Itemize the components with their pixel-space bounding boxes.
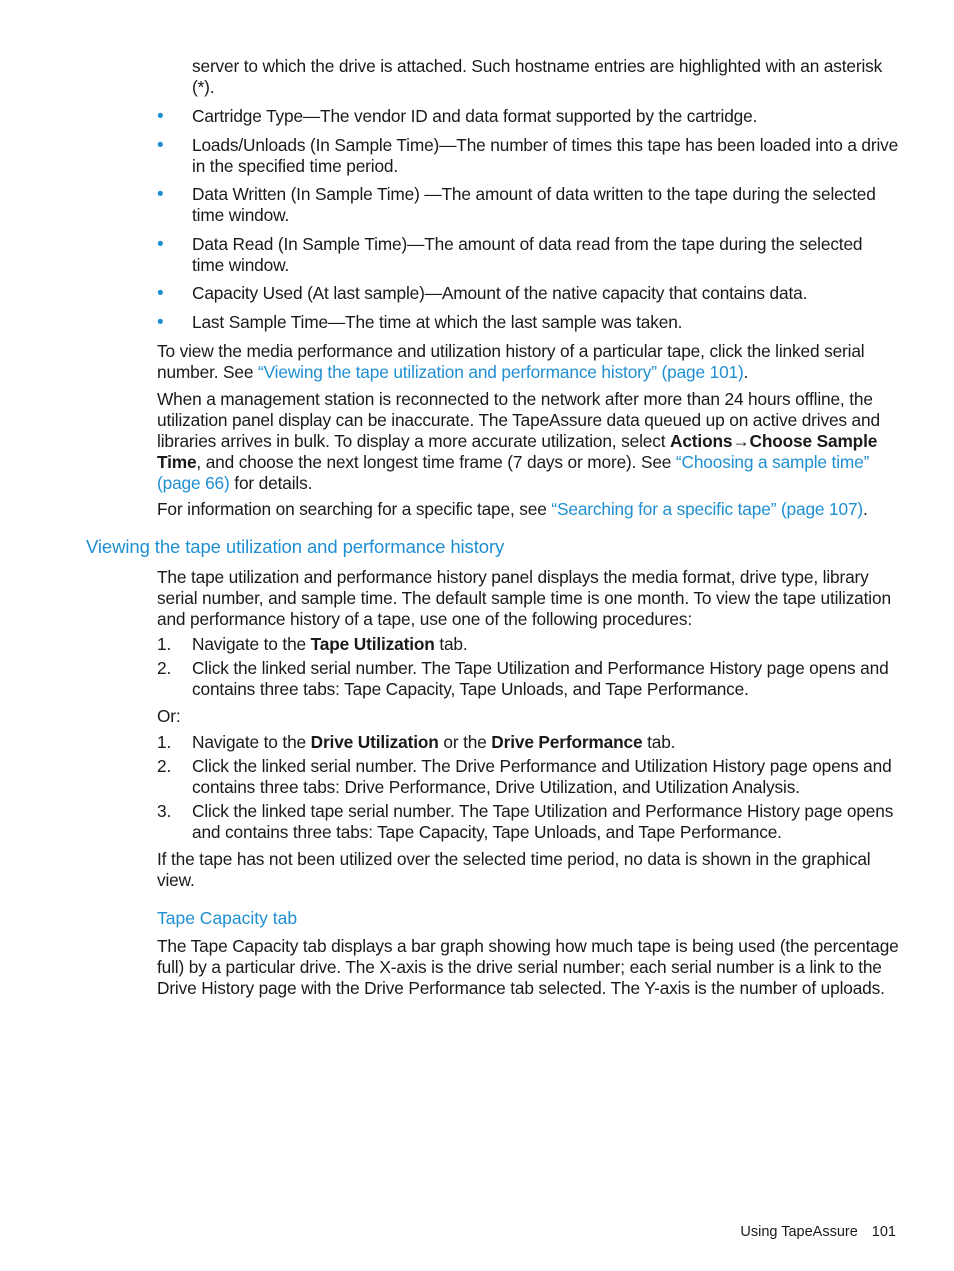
ui-term-drive-performance: Drive Performance: [491, 732, 643, 752]
bullet-icon: •: [157, 106, 164, 127]
step-number: 1.: [157, 732, 172, 752]
list-item: Cartridge Type—The vendor ID and data format supported by the cartridge.: [192, 106, 758, 126]
paragraph-text: .: [743, 362, 749, 382]
step-text-part: tab.: [642, 732, 676, 752]
intro-continuation: server to which the drive is attached. Such hostname entries are highlighted with an asterisk (*).: [192, 56, 883, 97]
bullet-icon: •: [157, 283, 164, 304]
paragraph-text: .: [863, 499, 868, 519]
page-number: 101: [871, 1224, 896, 1240]
section-intro: The tape utilization and performance history panel displays the media format, drive type, library serial number, and sample time. The default sample time is one month. To view the tape utilization and performance history of a tape, use one of the following procedures:: [157, 567, 891, 629]
step-text: [192, 732, 899, 753]
step-text-part: tab.: [434, 634, 468, 654]
step-text-part: or the: [438, 732, 492, 752]
bullet-icon: •: [157, 234, 164, 255]
step-text-part: Navigate to the: [192, 634, 311, 654]
paragraph-search: [157, 499, 899, 520]
list-item: Data Read (In Sample Time)—The amount of data read from the tape during the selected time window.: [192, 234, 863, 275]
paragraph-text: , and choose the next longest time frame (7 days or more). See: [196, 452, 676, 472]
step-number: 2.: [157, 658, 172, 678]
link-viewing-tape-utilization[interactable]: “Viewing the tape utilization and performance history” (page 101): [258, 362, 744, 382]
step-text: Click the linked tape serial number. The Tape Utilization and Performance History page opens and contains three tabs: Tape Capacity, Tape Unloads, and Tape Performance.: [192, 801, 894, 842]
step-number: 3.: [157, 801, 172, 821]
paragraph-no-data: If the tape has not been utilized over the selected time period, no data is shown in the graphical view.: [157, 849, 871, 890]
list-item: Last Sample Time—The time at which the last sample was taken.: [192, 312, 683, 332]
footer-section-title: Using TapeAssure: [740, 1224, 858, 1240]
subsection-text: The Tape Capacity tab displays a bar graph showing how much tape is being used (the percentage full) by a particular drive. The X-axis is the drive serial number; each serial number is a link to the Drive History page with the Drive Performance tab selected. The Y-axis is the number of uploads.: [157, 936, 899, 998]
paragraph-text: For information on searching for a specific tape, see: [157, 499, 552, 519]
subsection-heading: Tape Capacity tab: [157, 908, 298, 928]
menu-arrow: →: [732, 431, 750, 451]
step-number: 1.: [157, 634, 172, 654]
paragraph-text: for details.: [229, 473, 313, 493]
bullet-icon: •: [157, 184, 164, 205]
link-searching-specific-tape[interactable]: “Searching for a specific tape” (page 107): [551, 499, 864, 519]
step-number: 2.: [157, 756, 172, 776]
paragraph-text: When a management station is reconnected to the network after more than 24 hours offline, the utilization panel display can be inaccurate. The TapeAssure data queued up on active drives and libraries arrives in bulk. To display a more accurate utilization, select: [157, 389, 880, 451]
ui-term-drive-utilization: Drive Utilization: [310, 732, 439, 752]
bullet-icon: •: [157, 135, 164, 156]
link-choosing-sample-time[interactable]: “Choosing a sample time” (page 66): [157, 452, 870, 493]
ui-term-tape-utilization: Tape Utilization: [310, 634, 435, 654]
step-text: Click the linked serial number. The Drive Performance and Utilization History page opens and contains three tabs: Drive Performance, Drive Utilization, and Utilization Analysis.: [192, 756, 892, 797]
list-item: Data Written (In Sample Time) —The amount of data written to the tape during the selected time window.: [192, 184, 876, 225]
or-label: Or:: [157, 706, 181, 726]
list-item: Loads/Unloads (In Sample Time)—The number of times this tape has been loaded into a drive in the specified time period.: [192, 135, 899, 176]
step-text: [192, 634, 899, 655]
paragraph-text: To view the media performance and utilization history of a particular tape, click the linked serial number. See: [157, 341, 865, 382]
section-heading: Viewing the tape utilization and performance history: [86, 536, 505, 557]
bullet-icon: •: [157, 312, 164, 333]
step-text-part: Navigate to the: [192, 732, 311, 752]
list-item: Capacity Used (At last sample)—Amount of the native capacity that contains data.: [192, 283, 808, 303]
ui-term-choose-sample-time: Choose Sample Time: [157, 431, 878, 472]
paragraph-view-history: [157, 341, 899, 383]
ui-term-actions: Actions: [670, 431, 733, 451]
paragraph-management-station: [157, 389, 899, 494]
page-footer: [700, 1222, 896, 1242]
step-text: Click the linked serial number. The Tape Utilization and Performance History page opens and contains three tabs: Tape Capacity, Tape Unloads, and Tape Performance.: [192, 658, 889, 699]
